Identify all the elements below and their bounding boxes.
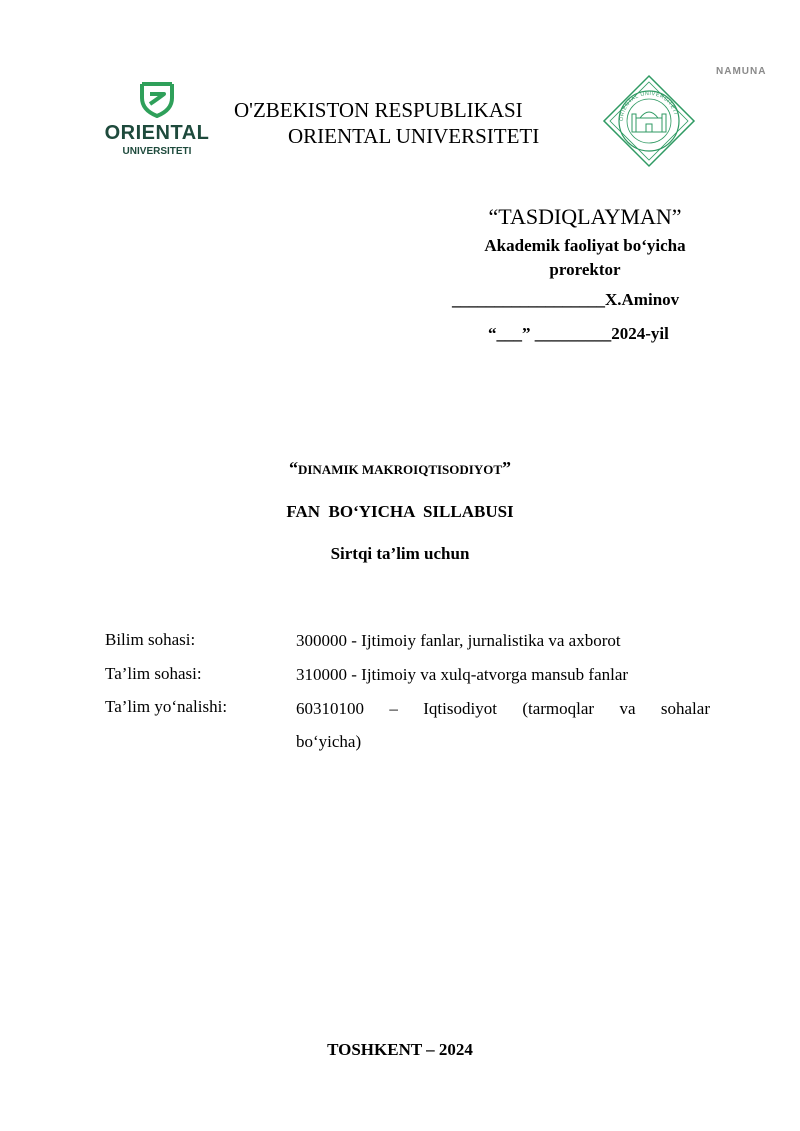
subject-name: DINAMIK MAKROIQTISODIYOT: [297, 462, 503, 477]
approval-role-line1: Akademik faoliyat bo‘yicha: [484, 236, 686, 255]
subject-quote-open: “: [288, 458, 298, 478]
header-country: O'ZBEKISTON RESPUBLIKASI: [234, 98, 523, 122]
approval-role: [440, 234, 730, 282]
info-value-direction: 60310100 – Iqtisodiyot (tarmoqlar va sohalar bo‘yicha): [296, 699, 710, 751]
info-value-knowledge-area: 300000 - Ijtimoiy fanlar, jurnalistika va axborot: [296, 631, 621, 650]
header-university: ORIENTAL UNIVERSITETI: [288, 124, 540, 148]
info-label-education-area: Ta’lim sohasi:: [105, 664, 202, 683]
approval-title: “TASDIQLAYMAN”: [488, 204, 682, 229]
subject-title: [0, 458, 800, 479]
seal-emblem-icon: [602, 74, 696, 168]
study-mode: Sirtqi ta’lim uchun: [330, 544, 470, 563]
logo-emblem-icon: [104, 80, 210, 124]
logo-subtitle: UNIVERSITETI: [122, 146, 192, 157]
logo-wordmark: ORIENTAL: [104, 122, 210, 144]
info-value-education-area: 310000 - Ijtimoiy va xulq-atvorga mansub fanlar: [296, 665, 629, 684]
subject-quote-close: ”: [502, 458, 512, 478]
syllabus-heading: FAN BO‘YICHA SILLABUSI: [286, 502, 514, 521]
university-logo: [104, 80, 210, 160]
university-seal: [602, 74, 696, 168]
approval-role-line2: prorektor: [549, 260, 621, 279]
info-label-knowledge-area: Bilim sohasi:: [105, 630, 196, 649]
watermark: NAMUNA: [716, 66, 767, 77]
seal-ring-text: ORIENTAL UNIVERSITETI: [618, 90, 679, 122]
footer-city-year: TOSHKENT – 2024: [327, 1040, 473, 1059]
approval-signature: __________________X.Aminov: [452, 290, 680, 309]
info-label-direction: Ta’lim yo‘nalishi:: [105, 697, 228, 716]
approval-date: “___” _________2024-yil: [488, 324, 669, 343]
